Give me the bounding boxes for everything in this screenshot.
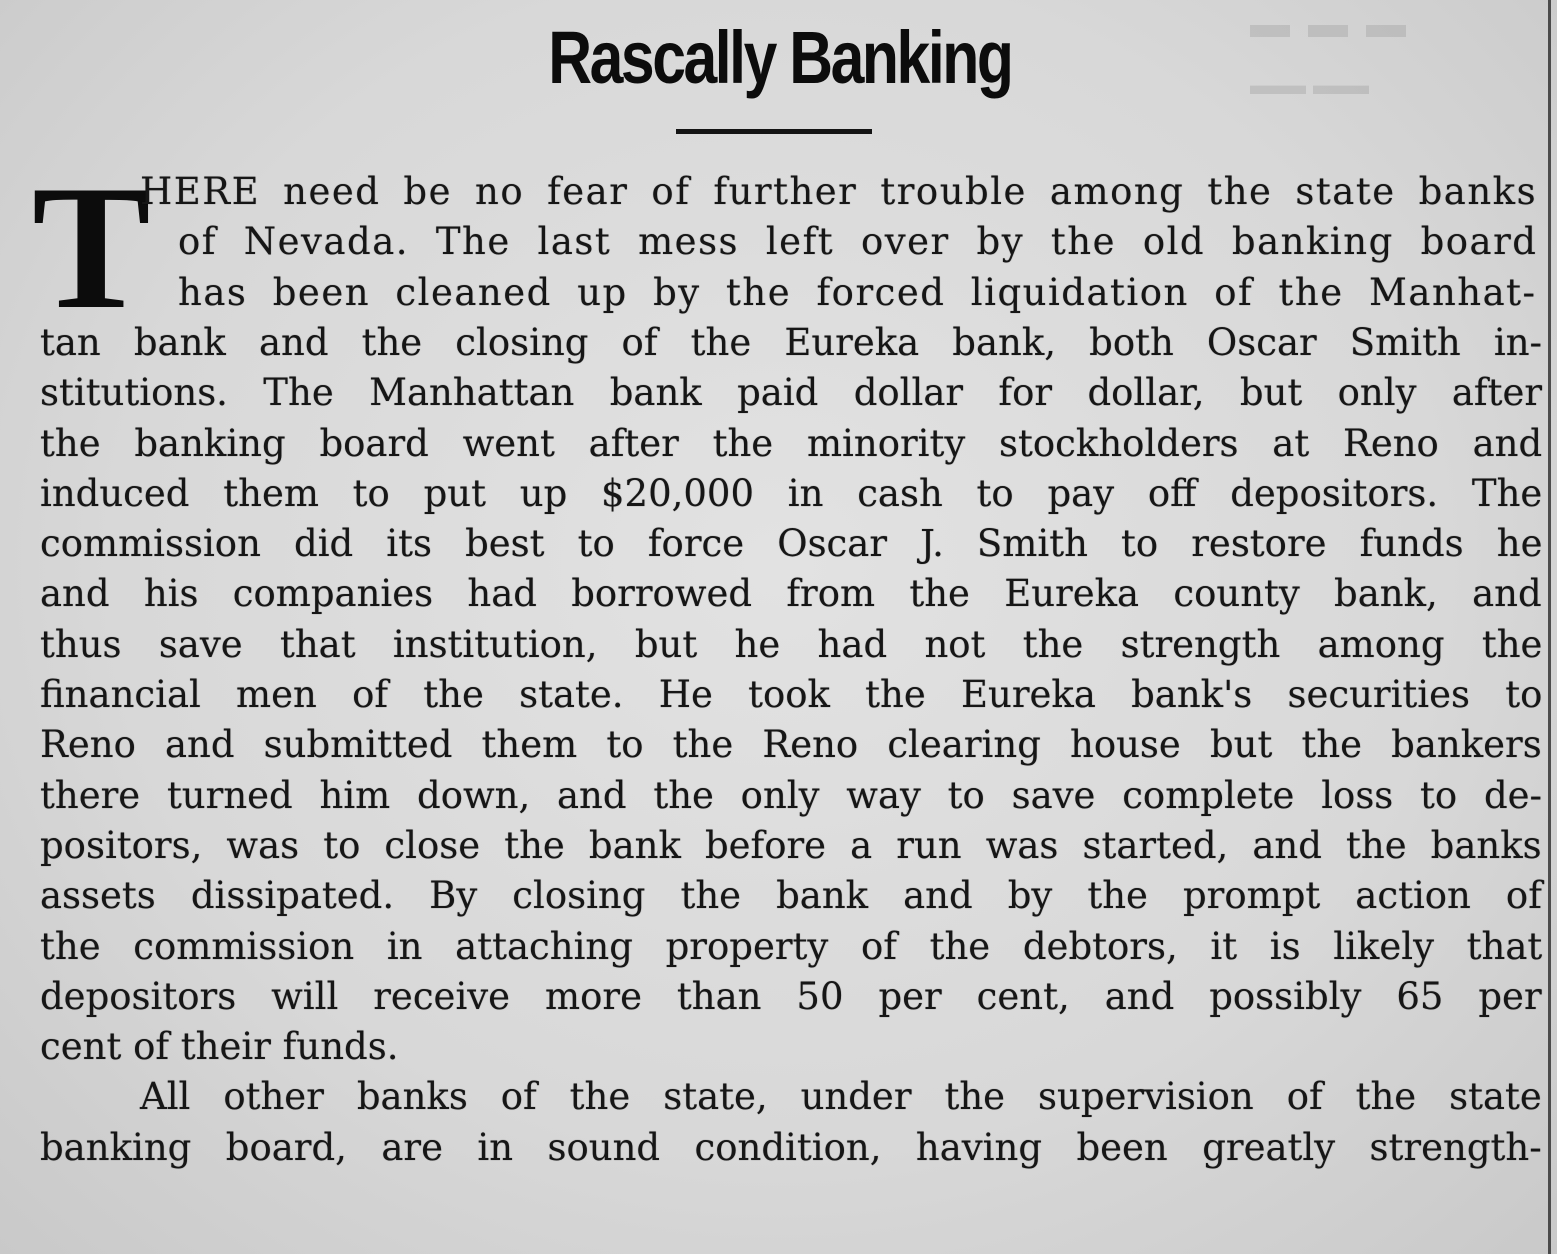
column-rule bbox=[1548, 0, 1551, 1254]
adjacent-column-bleed: ▬ ▬ ▬ bbox=[1250, 1, 1410, 46]
headline: Rascally Banking bbox=[548, 16, 1012, 99]
text-line: banking board, are in sound condition, having been greatly strength- bbox=[40, 1125, 1542, 1169]
drop-cap: T bbox=[32, 148, 151, 346]
text-line: All other banks of the state, under the supervision of the state bbox=[140, 1075, 1542, 1119]
text-line: assets dissipated. By closing the bank and by the prompt action of bbox=[40, 874, 1542, 918]
text-line: positors, was to close the bank before a run was started, and the banks bbox=[40, 823, 1542, 867]
text-line: induced them to put up $20,000 in cash to pay off depositors. The bbox=[40, 471, 1543, 515]
text-line: thus save that institution, but he had not the strength among the bbox=[40, 622, 1543, 666]
headline-rule bbox=[676, 129, 872, 134]
text-line: there turned him down, and the only way to save complete loss to de- bbox=[40, 773, 1543, 817]
text-line: stitutions. The Manhattan bank paid dollar for dollar, but only after bbox=[40, 371, 1543, 415]
text-line: has been cleaned up by the forced liquidation of the Manhat- bbox=[178, 270, 1537, 314]
text-line: tan bank and the closing of the Eureka bank, both Oscar Smith in- bbox=[40, 320, 1543, 364]
text-line: financial men of the state. He took the Eureka bank's securities to bbox=[40, 673, 1543, 716]
text-line: the banking board went after the minority stockholders at Reno and bbox=[40, 421, 1543, 465]
text-line: of Nevada. The last mess left over by the old banking board bbox=[178, 220, 1538, 264]
text-line: commission did its best to force Oscar J. Smith to restore funds he bbox=[40, 522, 1543, 566]
text-line: depositors will receive more than 50 per cent, and possibly 65 per bbox=[40, 974, 1542, 1018]
text-line: the commission in attaching property of the debtors, it is likely that bbox=[40, 924, 1543, 968]
text-line: cent of their funds. bbox=[40, 1025, 399, 1069]
text-line: Reno and submitted them to the Reno clearing house but the bankers bbox=[40, 723, 1542, 767]
adjacent-column-bleed-2: ▬▬ ▬▬ bbox=[1250, 70, 1369, 101]
text-line: HERE need be no fear of further trouble among the state banks bbox=[140, 170, 1538, 213]
text-line: and his companies had borrowed from the Eureka county bank, and bbox=[40, 572, 1542, 616]
